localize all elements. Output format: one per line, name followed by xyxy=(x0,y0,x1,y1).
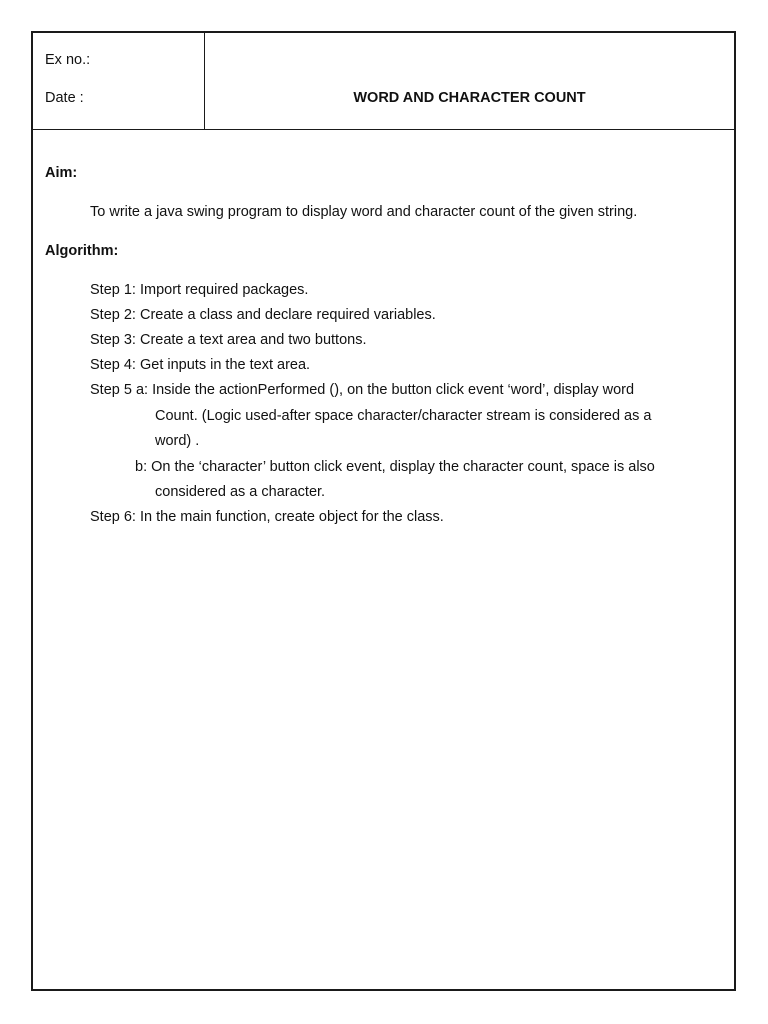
date-label: Date : xyxy=(45,90,84,106)
exercise-meta-cell xyxy=(33,33,205,129)
ex-no-label: Ex no.: xyxy=(45,52,91,68)
document-title: WORD AND CHARACTER COUNT xyxy=(353,90,586,106)
algorithm-step-5b: b: On the ‘character’ button click event, display the character count, space is also xyxy=(135,459,655,475)
algorithm-step-5a-cont-1: Count. (Logic used-after space character/character stream is considered as a xyxy=(155,408,652,424)
aim-heading: Aim: xyxy=(45,165,78,181)
algorithm-step-3: Step 3: Create a text area and two buttons. xyxy=(90,332,367,348)
algorithm-step-5a: Step 5 a: Inside the actionPerformed (), on the button click event ‘word’, display word xyxy=(90,382,635,398)
algorithm-step-5a-cont-2: word) . xyxy=(155,433,200,449)
document-page xyxy=(31,31,736,991)
algorithm-step-1: Step 1: Import required packages. xyxy=(90,282,309,298)
algorithm-step-6: Step 6: In the main function, create object for the class. xyxy=(90,509,444,525)
exercise-header xyxy=(33,33,734,130)
algorithm-step-5b-cont: considered as a character. xyxy=(155,484,326,500)
algorithm-heading: Algorithm: xyxy=(45,243,119,259)
algorithm-step-4: Step 4: Get inputs in the text area. xyxy=(90,357,311,373)
algorithm-step-2: Step 2: Create a class and declare required variables. xyxy=(90,307,436,323)
aim-text: To write a java swing program to display word and character count of the given string. xyxy=(90,204,638,220)
